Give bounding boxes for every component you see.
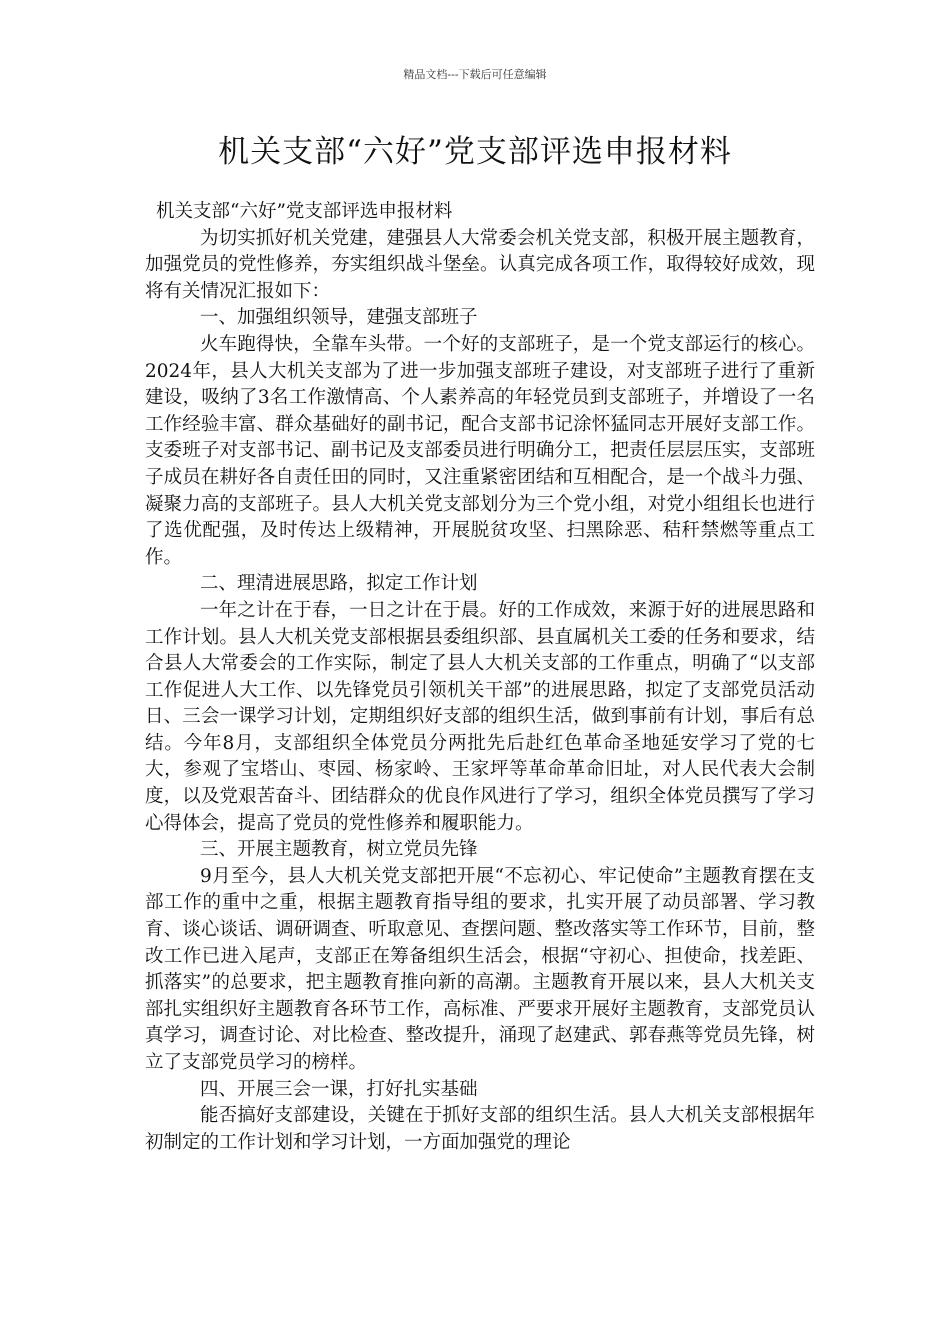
section-heading-4: 四、开展三会一课，打好扎实基础: [200, 1078, 478, 1100]
header-note: 精品文档---下载后可任意编辑: [403, 68, 547, 81]
section-heading-3: 三、开展主题教育，树立党员先锋: [200, 839, 478, 861]
document-subtitle: 机关支部“六好”党支部评选申报材料: [156, 201, 453, 222]
section-heading-2: 二、理清进展思路，拟定工作计划: [200, 573, 478, 595]
section-paragraph-3: 9月至今，县人大机关党支部把开展“不忘初心、牢记使命”主题教育摆在支部工作的重中之重，根据主题教育指导组的要求，扎实开展了动员部署、学习教育、谈心谈话、调研调查、听取意见、查摆问题、整改落实等工作环节，目前，整改工作已进入尾声，支部正在筹备组织生活会，根据“守初心、担使命，找差距、抓落实”的总要求，把主题教育推向新的高潮。主题教育开展以来，县人大机关支部扎实组织好主题教育各环节工作，高标准、严要求开展好主题教育，支部党员认真学习，调查讨论、对比检查、整改提升，涌现了赵建武、郭春燕等党员先锋，树立了支部党员学习的榜样。: [145, 865, 815, 1073]
section-paragraph-2: 一年之计在于春，一日之计在于晨。好的工作成效，来源于好的进展思路和工作计划。县人大机关党支部根据县委组织部、县直属机关工委的任务和要求，结合县人大常委会的工作实际，制定了县人大机关支部的工作重点，明确了“以支部工作促进人大工作、以先锋党员引领机关干部”的进展思路，拟定了支部党员活动日、三会一课学习计划，定期组织好支部的组织生活，做到事前有计划，事后有总结。今年8月，支部组织全体党员分两批先后赴红色革命圣地延安学习了党的七大，参观了宝塔山、枣园、杨家岭、王家坪等革命革命旧址，对人民代表大会制度，以及党艰苦奋斗、团结群众的优良作风进行了学习，组织全体党员撰写了学习心得体会，提高了党员的党性修养和履职能力。: [145, 599, 815, 834]
document-title: 机关支部“六好”党支部评选申报材料: [218, 134, 732, 170]
section-heading-1: 一、加强组织领导，建强支部班子: [200, 307, 478, 329]
section-paragraph-4: 能否搞好支部建设，关键在于抓好支部的组织生活。县人大机关支部根据年初制定的工作计划和学习计划，一方面加强党的理论: [145, 1105, 815, 1153]
document-body: [145, 199, 815, 1156]
section-paragraph-1: 火车跑得快，全靠车头带。一个好的支部班子，是一个党支部运行的核心。2024年，县人大机关支部为了进一步加强支部班子建设，对支部班子进行了重新建设，吸纳了3名工作激情高、个人素养高的年轻党员到支部班子，并增设了一名工作经验丰富、群众基础好的副书记，配合支部书记涂怀猛同志开展好支部工作。支委班子对支部书记、副书记及支部委员进行明确分工，把责任层层压实，支部班子成员在耕好各自责任田的同时，又注重紧密团结和互相配合，是一个战斗力强、凝聚力高的支部班子。县人大机关党支部划分为三个党小组，对党小组组长也进行了选优配强，及时传达上级精神，开展脱贫攻坚、扫黑除恶、秸秆禁燃等重点工作。: [145, 333, 815, 568]
intro-paragraph: 为切实抓好机关党建，建强县人大常委会机关党支部，积极开展主题教育，加强党员的党性修养，夯实组织战斗堡垒。认真完成各项工作，取得较好成效，现将有关情况汇报如下：: [145, 227, 815, 302]
